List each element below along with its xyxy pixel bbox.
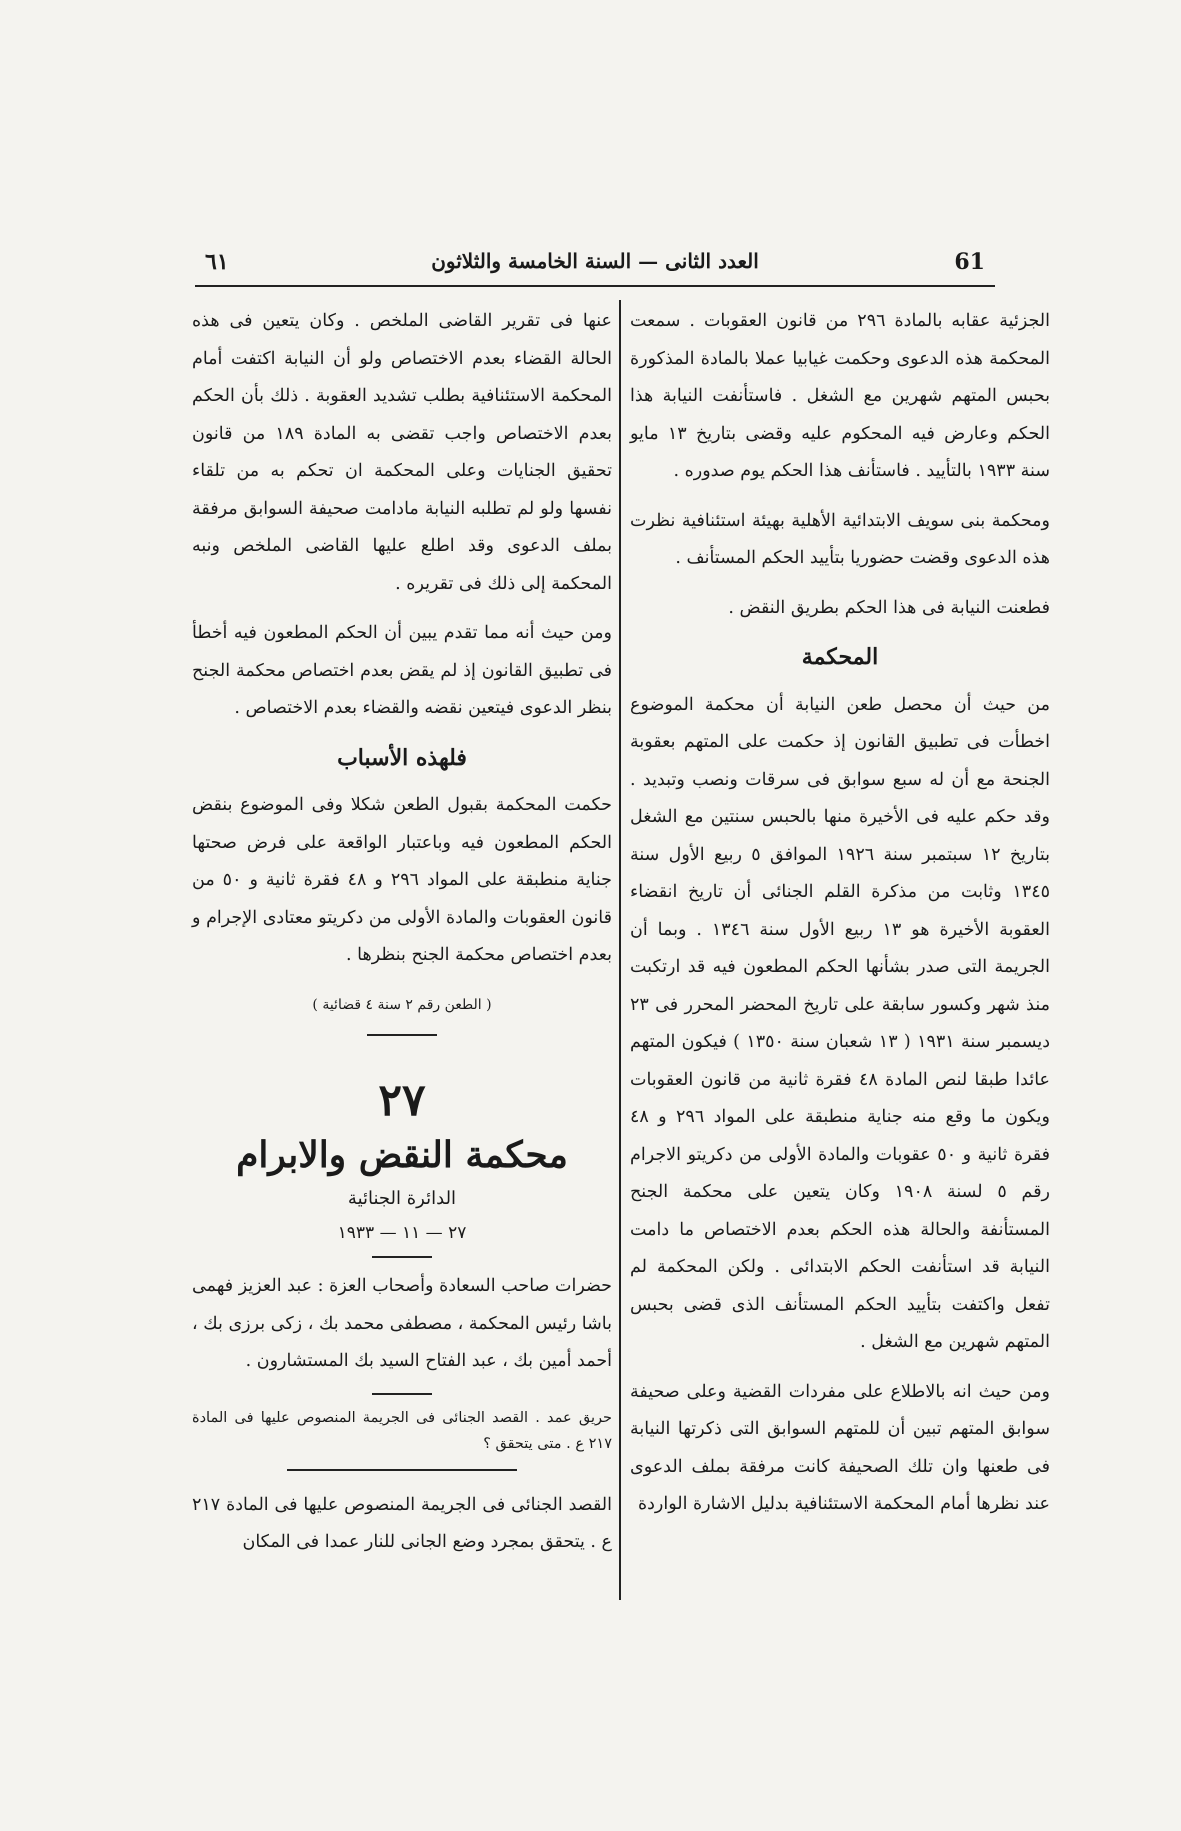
right-column xyxy=(630,303,1050,1536)
paragraph: ومن حيث أنه مما تقدم يبين أن الحكم المطعون فيه أخطأ فى تطبيق القانون إذ لم يقض بعدم اختصاص محكمة الجنح بنظر الدعوى فيتعين نقضه والقضاء بعدم الاختصاص . xyxy=(192,623,612,718)
court-circuit: الدائرة الجنائية xyxy=(347,1188,457,1209)
case-number: ٢٧ xyxy=(378,1075,426,1126)
section-heading-reasons: فلهذه الأسباب xyxy=(337,744,467,771)
column-divider xyxy=(619,300,621,1600)
divider-rule xyxy=(287,1469,517,1471)
left-column xyxy=(192,303,612,1574)
running-title: العدد الثانى — السنة الخامسة والثلاثون xyxy=(431,249,759,273)
paragraph: الجزئية عقابه بالمادة ٢٩٦ من قانون العقوبات . سمعت المحكمة هذه الدعوى وحكمت غيابيا عملا بالمادة المذكورة بحبس المتهم شهرين مع الشغل . فاستأنفت النيابة هذا الحكم وعارض فيه المحكوم عليه وقضى بتاريخ ١٣ مايو سنة ١٩٣٣ بالتأييد . فاستأنف هذا الحكم يوم صدوره . xyxy=(630,311,1050,481)
divider-rule xyxy=(372,1256,432,1258)
paragraph: القصد الجنائى فى الجريمة المنصوص عليها فى المادة ٢١٧ ع . يتحقق بمجرد وضع الجانى للنار عمدا فى المكان xyxy=(192,1494,612,1552)
paragraph: عنها فى تقرير القاضى الملخص . وكان يتعين فى هذه الحالة القضاء بعدم الاختصاص ولو أن النيابة اكتفت أمام المحكمة الاستئنافية بطلب تشديد العقوبة . ذلك بأن الحكم بعدم الاختصاص واجب تقضى به المادة ١٨٩ من قانون تحقيق الجنايات وعلى المحكمة ان تحكم به من تلقاء نفسها ولو لم تطلبه النيابة مادامت صحيفة السوابق مرفقة بملف الدعوى وقد اطلع عليها القاضى الملخص ونبه المحكمة إلى ذلك فى تقريره . xyxy=(192,311,612,594)
case-summary: حريق عمد . القصد الجنائى فى الجريمة المنصوص عليها فى المادة ٢١٧ ع . متى يتحقق ؟ xyxy=(192,1409,612,1452)
ruling-date: ٢٧ — ١١ — ١٩٣٣ xyxy=(337,1223,467,1243)
paragraph: من حيث أن محصل طعن النيابة أن محكمة الموضوع اخطأت فى تطبيق القانون إذ حكمت على المتهم بعقوبة الجنحة مع أن له سبع سوابق فى سرقات ونصب وتبديد . وقد حكم عليه فى الأخيرة منها بالحبس سنتين مع الشغل بتاريخ ١٢ سبتمبر سنة ١٩٢٦ الموافق ٥ ربيع الأول سنة ١٣٤٥ وثابت من مذكرة القلم الجنائى أن تاريخ انقضاء العقوبة الأخيرة هو ١٣ ربيع الأول سنة ١٣٤٦ . وبما أن الجريمة التى صدر بشأنها الحكم المطعون فيه قد ارتكبت منذ شهر وكسور سابقة على تاريخ المحضر المحرر فى ٢٣ ديسمبر سنة ١٩٣١ ( ١٣ شعبان سنة ١٣٥٠ ) فيكون المتهم عائدا طبقا لنص المادة ٤٨ فقرة ثانية من قانون العقوبات ويكون ما وقع منه جناية منطبقة على المواد ٢٩٦ و ٤٨ فقرة ثانية و ٥٠ عقوبات والمادة الأولى من دكريتو الاجرام رقم ٥ لسنة ١٩٠٨ وكان يتعين على محكمة الجنح المستأنفة والحالة هذه الحكم بعدم الاختصاص ما دامت النيابة قد استأنفت الحكم الابتدائى . ولكن المحكمة لم تفعل واكتفت بتأييد الحكم المستأنف الذى قضى بحبس المتهم شهرين مع الشغل . xyxy=(630,694,1051,1352)
appeal-reference: ( الطعن رقم ٢ سنة ٤ قضائية ) xyxy=(312,996,492,1013)
divider-rule xyxy=(367,1034,437,1036)
paragraph: حضرات صاحب السعادة وأصحاب العزة : عبد العزيز فهمى باشا رئيس المحكمة ، مصطفى محمد بك ، زكى برزى بك ، أحمد أمين بك ، عبد الفتاح السيد بك المستشارون . xyxy=(192,1276,612,1371)
paragraph: حكمت المحكمة بقبول الطعن شكلا وفى الموضوع بنقض الحكم المطعون فيه وباعتبار الواقعة على فرض صحتها جناية منطبقة على المواد ٢٩٦ و ٤٨ فقرة ثانية و ٥٠ من قانون العقوبات والمادة الأولى من دكريتو معتادى الإجرام و بعدم اختصاص محكمة الجنح بنظرها . xyxy=(192,795,612,965)
page-number-arabic: ٦١ xyxy=(205,249,229,275)
page-number-latin: 61 xyxy=(954,249,985,275)
paragraph: فطعنت النيابة فى هذا الحكم بطريق النقض . xyxy=(728,597,1050,618)
divider-rule xyxy=(372,1393,432,1395)
paragraph: ومن حيث انه بالاطلاع على مفردات القضية وعلى صحيفة سوابق المتهم تبين أن للمتهم السوابق التى ذكرتها النيابة فى طعنها وان تلك الصحيفة كانت مرفقة بملف الدعوى عند نظرها أمام المحكمة الاستئنافية بدليل الاشارة الواردة xyxy=(630,1381,1050,1514)
section-heading-court: المحكمة xyxy=(801,644,879,670)
page-header xyxy=(195,245,995,287)
paragraph: ومحكمة بنى سويف الابتدائية الأهلية بهيئة استئنافية نظرت هذه الدعوى وقضت حضوريا بتأييد الحكم المستأنف . xyxy=(630,510,1050,568)
court-name: محكمة النقض والابرام xyxy=(236,1134,568,1176)
